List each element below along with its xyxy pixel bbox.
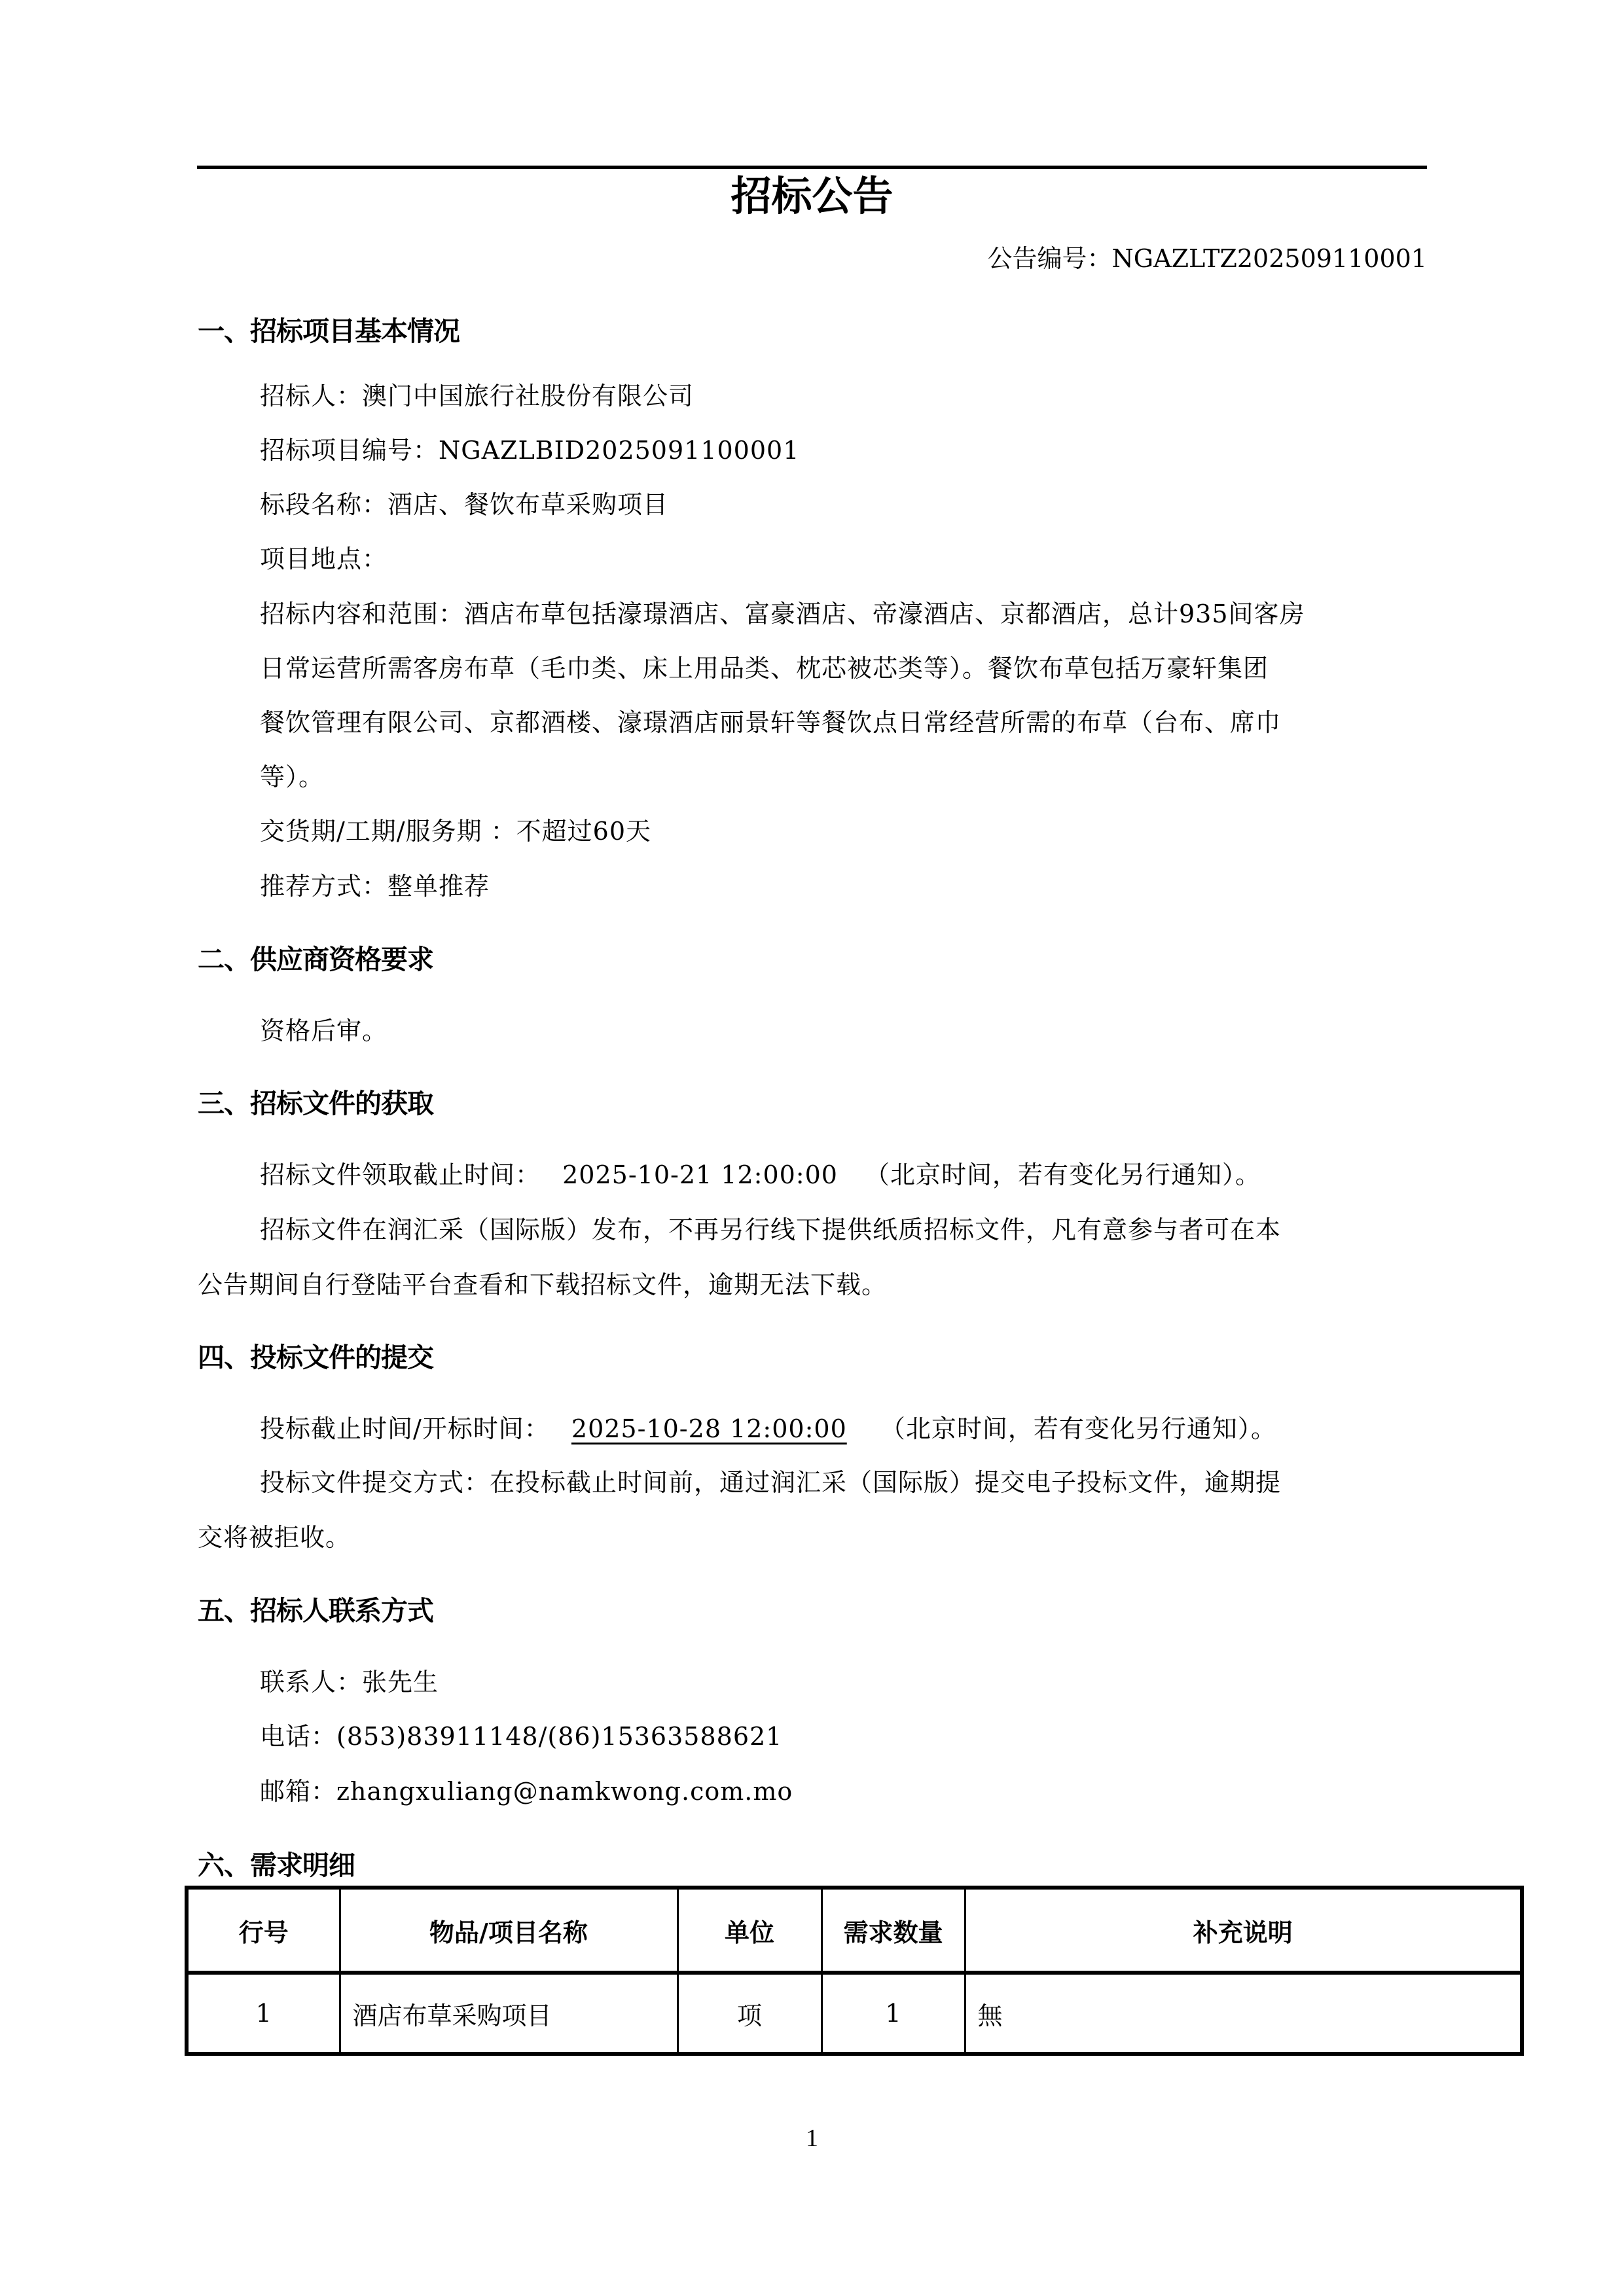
table-header-row — [187, 1888, 1522, 1973]
bid-submission-method-line-2: 交将被拒收。 — [198, 1523, 352, 1552]
acquisition-deadline-line — [260, 1158, 1261, 1192]
section-heading-requirements: 六、需求明细 — [198, 1850, 355, 1881]
bid-deadline-note: （北京时间，若有变化另行通知）。 — [880, 1414, 1276, 1443]
cell-remarks: 無 — [965, 1973, 1522, 2054]
acquisition-deadline-note: （北京时间，若有变化另行通知）。 — [865, 1160, 1261, 1189]
header-line-no: 行号 — [187, 1888, 340, 1973]
tenderer-line: 招标人：澳门中国旅行社股份有限公司 — [260, 382, 695, 410]
requirements-table — [185, 1886, 1524, 2056]
cell-unit: 项 — [677, 1973, 821, 2054]
recommendation-method-line: 推荐方式：整单推荐 — [260, 872, 490, 901]
bid-deadline-value: 2025-10-28 12:00:00 — [571, 1414, 847, 1443]
section-heading-qualification: 二、供应商资格要求 — [198, 944, 433, 975]
notice-number: 公告编号：NGAZLTZ202509110001 — [987, 244, 1427, 273]
bid-deadline-line — [260, 1412, 1276, 1446]
acquisition-deadline-value: 2025-10-21 12:00:00 — [562, 1160, 838, 1189]
document-title: 招标公告 — [731, 172, 893, 220]
header-rule — [197, 166, 1427, 169]
bid-deadline-label: 投标截止时间/开标时间： — [260, 1414, 550, 1443]
scope-line-4: 等）。 — [260, 762, 325, 791]
acquisition-platform-line-1: 招标文件在润汇采（国际版）发布，不再另行线下提供纸质招标文件，凡有意参与者可在本 — [260, 1215, 1282, 1244]
header-remarks: 补充说明 — [965, 1888, 1522, 1973]
contact-person-line: 联系人：张先生 — [260, 1668, 439, 1696]
section-heading-basic-info: 一、招标项目基本情况 — [198, 315, 460, 347]
bid-submission-method-line-1: 投标文件提交方式：在投标截止时间前，通过润汇采（国际版）提交电子投标文件，逾期提 — [260, 1468, 1282, 1497]
qualification-line: 资格后审。 — [260, 1016, 388, 1045]
cell-item-name: 酒店布草采购项目 — [340, 1973, 677, 2054]
section-heading-document-acquisition: 三、招标文件的获取 — [198, 1088, 433, 1119]
contact-email-line[interactable]: 邮箱：zhangxuliang@namkwong.com.mo — [260, 1777, 793, 1806]
header-item-name: 物品/项目名称 — [340, 1888, 677, 1973]
table-row — [187, 1973, 1522, 2054]
contact-phone-line: 电话：(853)83911148/(86)15363588621 — [260, 1722, 783, 1751]
lot-name-line: 标段名称：酒店、餐饮布草采购项目 — [260, 490, 669, 519]
acquisition-platform-line-2: 公告期间自行登陆平台查看和下载招标文件，逾期无法下载。 — [198, 1270, 888, 1299]
scope-line-3: 餐饮管理有限公司、京都酒楼、濠璟酒店丽景轩等餐饮点日常经营所需的布草（台布、席巾 — [260, 708, 1282, 737]
header-unit: 单位 — [677, 1888, 821, 1973]
project-number-line: 招标项目编号：NGAZLBID2025091100001 — [260, 436, 800, 465]
scope-line-2: 日常运营所需客房布草（毛巾类、床上用品类、枕芯被芯类等）。餐饮布草包括万豪轩集团 — [260, 654, 1269, 683]
project-location-line: 项目地点： — [260, 545, 388, 573]
cell-quantity: 1 — [821, 1973, 965, 2054]
page-number: 1 — [806, 2125, 818, 2152]
acquisition-deadline-label: 招标文件领取截止时间： — [260, 1160, 541, 1189]
cell-line-no: 1 — [187, 1973, 340, 2054]
section-heading-contact: 五、招标人联系方式 — [198, 1595, 433, 1626]
header-quantity: 需求数量 — [821, 1888, 965, 1973]
section-heading-bid-submission: 四、投标文件的提交 — [198, 1342, 433, 1373]
delivery-period-line: 交货期/工期/服务期 ：不超过60天 — [260, 817, 652, 846]
scope-line-1: 招标内容和范围：酒店布草包括濠璟酒店、富豪酒店、帝濠酒店、京都酒店，总计935间客房 — [260, 600, 1305, 628]
